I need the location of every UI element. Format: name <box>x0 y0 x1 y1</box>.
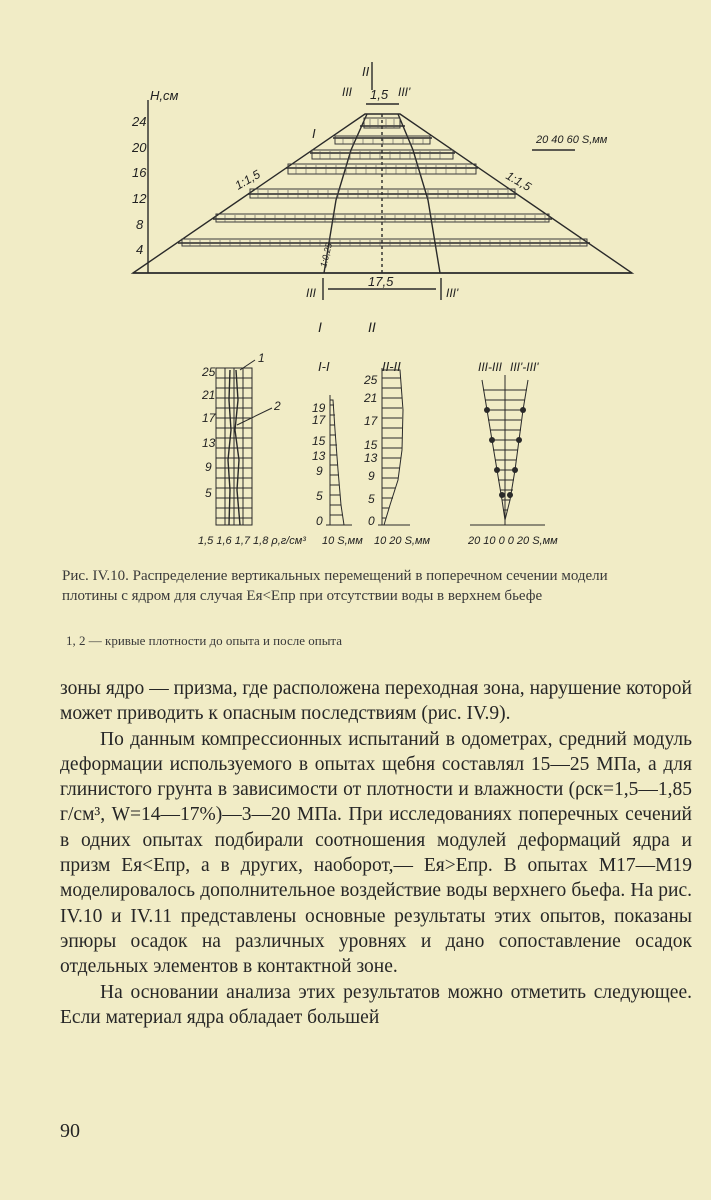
section-label-ii-top: II <box>362 64 370 79</box>
density-tick-9: 9 <box>205 460 212 474</box>
density-grid-lines <box>216 368 252 525</box>
slope-right-label: 1:1,5 <box>503 168 534 194</box>
section-label-iii-prime-top: III' <box>398 85 411 99</box>
section-label-iii-bottom: III <box>306 286 317 300</box>
height-tick-8: 8 <box>136 217 144 232</box>
panel-iii-point <box>494 467 500 473</box>
panel-iii-point <box>484 407 490 413</box>
figure-iv-10 <box>0 0 711 560</box>
density-tick-5: 5 <box>205 486 212 500</box>
panel-ii-tick-21: 21 <box>364 391 378 405</box>
height-tick-12: 12 <box>132 191 147 206</box>
base-width-label: 17,5 <box>368 274 394 289</box>
panel-i-tick-19: 19 <box>312 401 326 415</box>
height-tick-16: 16 <box>132 165 147 180</box>
density-tick-25: 25 <box>202 365 216 379</box>
panel-ii-tick-17: 17 <box>364 414 378 428</box>
section-label-iii-top: III <box>342 85 353 99</box>
top-width-label: 1,5 <box>370 87 389 102</box>
density-x-axis-label: 1,5 1,6 1,7 1,8 ρ,г/см³ <box>198 535 306 547</box>
figure-legend-note: 1, 2 — кривые плотности до опыта и после опыта <box>66 633 343 648</box>
section-label-i: I <box>312 126 316 141</box>
panel-ii-tick-15: 15 <box>364 438 378 452</box>
panel-iii-title-a: III-III <box>478 360 502 374</box>
panel-ii-tick-5: 5 <box>368 492 375 506</box>
paragraph: На основании анализа этих результатов можно отметить следующее. Если материал ядра обладает большей <box>60 981 692 1028</box>
panel-ii-hatching <box>382 378 402 518</box>
panel-iii-point <box>512 467 518 473</box>
panel-ii-title: II-II <box>382 359 401 374</box>
panel-i-tick-9: 9 <box>316 464 323 478</box>
slope-left-label: 1:1,5 <box>232 167 263 193</box>
page-number: 90 <box>60 1120 80 1142</box>
figure-caption: Рис. IV.10. Распределение вертикальных перемещений в поперечном сечении модели плотины с ядром для случая Eя<Eпр при отсутствии воды в верхнем бьефе <box>62 568 608 604</box>
panel-i-tick-15: 15 <box>312 434 326 448</box>
panel-i-tick-5: 5 <box>316 489 323 503</box>
density-tick-17: 17 <box>202 411 216 425</box>
panel-i-x-axis-label: 10 S,мм <box>322 535 363 547</box>
section-mark-ii: II <box>368 319 376 335</box>
panel-i-tick-0: 0 <box>316 514 323 528</box>
density-curve-2-label: 2 <box>274 399 281 413</box>
panel-ii-tick-9: 9 <box>368 469 375 483</box>
height-tick-4: 4 <box>136 242 144 257</box>
panel-i-tick-17: 17 <box>312 413 326 427</box>
panel-iii-title-b: III'-III' <box>510 360 539 374</box>
panel-i-title: I-I <box>318 359 330 374</box>
density-curve-1-label: 1 <box>258 351 265 365</box>
panel-ii-tick-25: 25 <box>364 373 378 387</box>
scale-label: 20 40 60 S,мм <box>536 134 608 146</box>
panel-ii-tick-0: 0 <box>368 514 375 528</box>
panel-ii-tick-13: 13 <box>364 451 378 465</box>
body-text <box>60 676 692 1030</box>
section-mark-i: I <box>318 319 322 335</box>
panel-iii-point <box>499 492 505 498</box>
core-slope-label: 1:0,25 <box>318 241 334 269</box>
density-tick-13: 13 <box>202 436 216 450</box>
panel-iii-x-axis-label: 20 10 0 0 20 S,мм <box>468 535 558 547</box>
paragraph: По данным компрессионных испытаний в одометрах, средний модуль деформации используемого в опытах щебня составлял 15—25 МПа, а для глинистого грунта в зависимости от плотности и влажности (ρск=1,5—1,85 г/см³, W=14—17%)—3—20 МПа. При исследованиях поперечных сечений в одних опытах подбирали соотношения модулей деформаций ядра и призм Eя<Eпр, а в других, наоборот,— Eя>Eпр. В опытах М17—М19 моделировалось дополнительное воздействие воды верхнего бьефа. На рис. IV.10 и IV.11 представлены основные результаты этих опытов, показаны эпюры осадок на различных уровнях и дано сопоставление осадок отдельных элементов в контактной зоне. <box>60 728 692 978</box>
section-label-iii-prime-bottom: III' <box>446 286 459 300</box>
height-tick-24: 24 <box>132 114 147 129</box>
panel-i-tick-13: 13 <box>312 449 326 463</box>
density-tick-21: 21 <box>202 388 216 402</box>
panel-ii-x-axis-label: 10 20 S,мм <box>374 535 431 547</box>
height-axis-label: H,см <box>150 88 179 103</box>
height-tick-20: 20 <box>132 140 147 155</box>
panel-i-epure <box>330 400 344 525</box>
panel-iii-point <box>489 437 495 443</box>
panel-iii-point <box>516 437 522 443</box>
panel-iii-point <box>507 492 513 498</box>
panel-iii-point <box>520 407 526 413</box>
paragraph: зоны ядро — призма, где расположена переходная зона, нарушение которой может приводить к опасным последствиям (рис. IV.9). <box>60 678 692 725</box>
